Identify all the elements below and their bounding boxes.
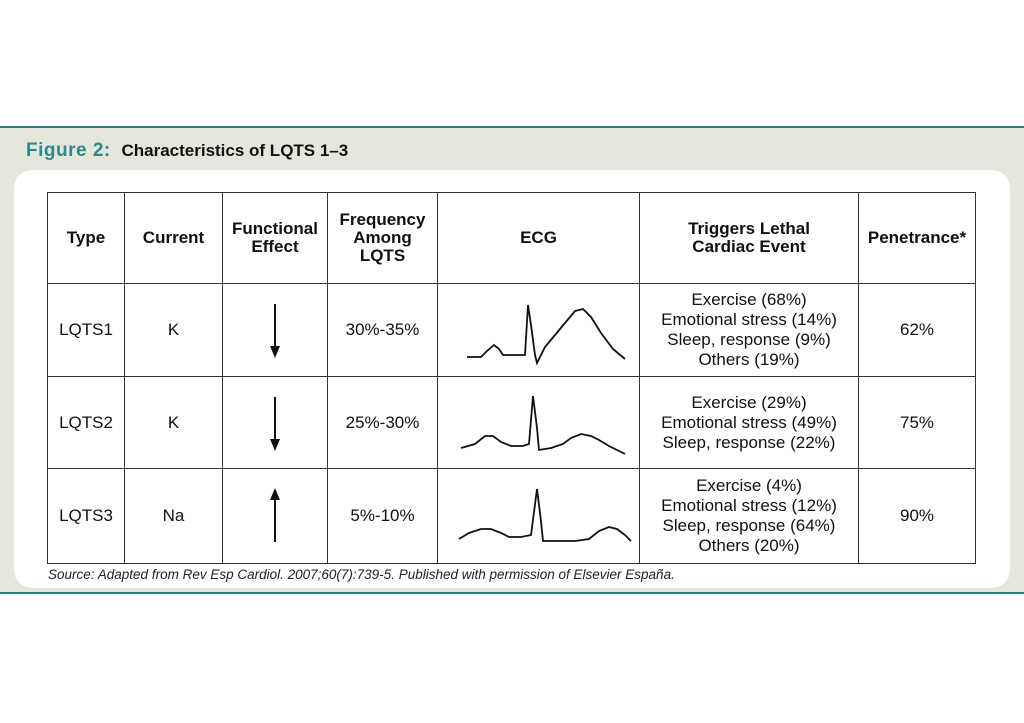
cell-triggers: Exercise (4%) Emotional stress (12%) Sleep, response (64%) Others (20%) (640, 469, 859, 564)
cell-functional-effect (223, 377, 328, 469)
cell-type: LQTS2 (48, 377, 125, 469)
cell-penetrance: 90% (859, 469, 976, 564)
cell-ecg (438, 377, 640, 469)
table-row (48, 284, 976, 377)
figure-caption: Characteristics of LQTS 1–3 (121, 141, 349, 160)
down-arrow-icon (267, 300, 283, 360)
cell-type: LQTS1 (48, 284, 125, 377)
cell-functional-effect (223, 284, 328, 377)
table-row (48, 469, 976, 564)
figure-title (26, 140, 348, 162)
header-triggers: Triggers Lethal Cardiac Event (640, 193, 859, 284)
table-row (48, 377, 976, 469)
figure-label: Figure 2: (26, 140, 111, 161)
cell-current: K (125, 377, 223, 469)
down-arrow-icon (267, 393, 283, 453)
cell-current: Na (125, 469, 223, 564)
ecg-trace-lqts1 (439, 285, 639, 375)
cell-triggers: Exercise (29%) Emotional stress (49%) Sleep, response (22%) (640, 377, 859, 469)
source-note: Source: Adapted from Rev Esp Cardiol. 2007;60(7):739-5. Published with permission of Elsevier España. (48, 567, 675, 582)
cell-triggers: Exercise (68%) Emotional stress (14%) Sleep, response (9%) Others (19%) (640, 284, 859, 377)
header-penetrance: Penetrance* (859, 193, 976, 284)
cell-ecg (438, 284, 640, 377)
cell-ecg (438, 469, 640, 564)
table-header-row (48, 193, 976, 284)
header-frequency: Frequency Among LQTS (328, 193, 438, 284)
cell-functional-effect (223, 469, 328, 564)
cell-frequency: 5%-10% (328, 469, 438, 564)
header-functional-effect: Functional Effect (223, 193, 328, 284)
up-arrow-icon (267, 486, 283, 546)
cell-penetrance: 62% (859, 284, 976, 377)
cell-penetrance: 75% (859, 377, 976, 469)
header-type: Type (48, 193, 125, 284)
cell-type: LQTS3 (48, 469, 125, 564)
cell-current: K (125, 284, 223, 377)
ecg-trace-lqts2 (439, 378, 639, 468)
ecg-trace-lqts3 (439, 471, 639, 561)
cell-frequency: 25%-30% (328, 377, 438, 469)
cell-frequency: 30%-35% (328, 284, 438, 377)
header-ecg: ECG (438, 193, 640, 284)
lqts-table (47, 192, 976, 564)
header-current: Current (125, 193, 223, 284)
